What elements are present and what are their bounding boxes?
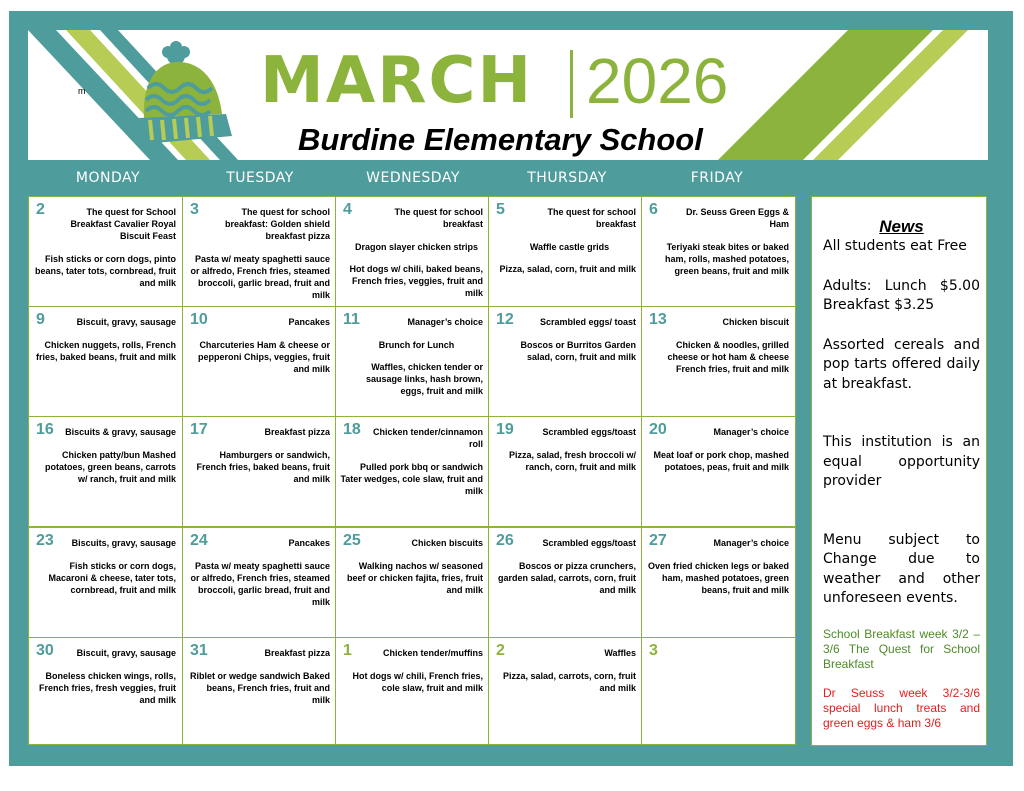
weekday-monday: MONDAY bbox=[75, 170, 141, 186]
day-number: 18 bbox=[343, 421, 361, 438]
month-title: MARCH bbox=[260, 44, 534, 118]
day-number: 19 bbox=[496, 421, 514, 438]
year-title: 2026 bbox=[586, 45, 729, 117]
day-number: 26 bbox=[496, 532, 514, 549]
lunch-item: Hot dogs w/ chili, baked beans, French fries, veggies, fruit and milk bbox=[349, 264, 483, 298]
breakfast-item: Manager’s choice bbox=[713, 538, 789, 548]
lunch-item: Pasta w/ meaty spaghetti sauce or alfredo, French fries, steamed broccoli, garlic bread, fruit and milk bbox=[190, 561, 330, 607]
lunch-item: Chicken patty/bun Mashed potatoes, green beans, carrots w/ ranch, fruit and milk bbox=[44, 450, 176, 484]
weekday-tuesday: TUESDAY bbox=[226, 170, 294, 186]
breakfast-item: Manager’s choice bbox=[713, 427, 789, 437]
breakfast-item: Waffles bbox=[604, 648, 636, 658]
menu-text bbox=[493, 537, 636, 606]
lunch-item: Waffles, chicken tender or sausage links, hash brown, eggs, fruit and milk bbox=[365, 362, 483, 396]
day-cell bbox=[641, 527, 796, 638]
day-cell bbox=[28, 196, 183, 307]
weekday-friday: FRIDAY bbox=[690, 170, 744, 186]
breakfast-item: Breakfast pizza bbox=[264, 427, 330, 437]
lunch-item: Pizza, salad, corn, fruit and milk bbox=[499, 264, 636, 274]
day-cell bbox=[488, 527, 643, 638]
menu-text bbox=[33, 426, 176, 495]
day-number: 27 bbox=[649, 532, 667, 549]
weekday-wednesday: WEDNESDAY bbox=[366, 170, 460, 186]
day-cell bbox=[488, 196, 643, 307]
day-cell bbox=[335, 196, 490, 307]
news-panel bbox=[811, 196, 987, 746]
lunch-item: Pizza, salad, fresh broccoli w/ ranch, corn, fruit and milk bbox=[508, 450, 636, 472]
menu-text bbox=[33, 647, 176, 716]
day-number: 1 bbox=[343, 642, 352, 659]
news-item: Assorted cereals and pop tarts offered daily at breakfast. bbox=[823, 336, 980, 392]
menu-text bbox=[187, 537, 330, 618]
lunch-item: Waffle castle grids bbox=[529, 242, 610, 252]
menu-text bbox=[187, 316, 330, 385]
day-number: 11 bbox=[343, 311, 360, 328]
day-cell bbox=[335, 637, 490, 745]
menu-text bbox=[340, 426, 483, 507]
menu-text bbox=[646, 537, 789, 606]
day-cell bbox=[182, 196, 337, 307]
lunch-item: Chicken nuggets, rolls, French fries, baked beans, fruit and milk bbox=[35, 340, 176, 362]
breakfast-item: The quest for school breakfast bbox=[394, 207, 483, 229]
day-number: 13 bbox=[649, 311, 667, 328]
day-number: 20 bbox=[649, 421, 667, 438]
menu-text bbox=[493, 316, 636, 373]
breakfast-item: Biscuits, gravy, sausage bbox=[71, 538, 176, 548]
menu-text bbox=[187, 206, 330, 311]
breakfast-item: Scrambled eggs/toast bbox=[542, 427, 636, 437]
day-cell bbox=[641, 637, 796, 745]
day-number: 24 bbox=[190, 532, 208, 549]
breakfast-week-note: School Breakfast week 3/2 – 3/6 The Quest for School Breakfast bbox=[823, 626, 980, 671]
breakfast-item: The quest for school breakfast: Golden shield breakfast pizza bbox=[224, 207, 330, 241]
day-cell bbox=[488, 306, 643, 417]
breakfast-item: Pancakes bbox=[288, 317, 330, 327]
day-cell bbox=[641, 196, 796, 307]
news-item: Menu subject to Change due to weather and other unforeseen events. bbox=[823, 531, 980, 606]
day-number: 4 bbox=[343, 201, 352, 218]
day-cell bbox=[641, 306, 796, 417]
menu-text bbox=[33, 316, 176, 373]
day-cell bbox=[182, 637, 337, 745]
lunch-item: Teriyaki steak bites or baked ham, rolls, mashed potatoes, green beans, fruit and milk bbox=[664, 242, 789, 276]
menu-text bbox=[340, 206, 483, 309]
menu-text bbox=[646, 206, 789, 287]
day-cell bbox=[335, 527, 490, 638]
breakfast-item: The quest for School Breakfast Cavalier Royal Biscuit Feast bbox=[70, 207, 176, 241]
corner-mark: m bbox=[78, 86, 86, 96]
day-number: 25 bbox=[343, 532, 361, 549]
breakfast-item: Dr. Seuss Green Eggs & Ham bbox=[685, 207, 789, 229]
breakfast-item: Chicken tender/cinnamon roll bbox=[372, 427, 483, 449]
lunch-item: Brunch for Lunch bbox=[378, 340, 455, 350]
winter-hat-icon bbox=[136, 40, 236, 150]
day-cell bbox=[28, 637, 183, 745]
weekday-thursday: THURSDAY bbox=[527, 170, 607, 186]
lunch-item: Meat loaf or pork chop, mashed potatoes, peas, fruit and milk bbox=[653, 450, 789, 472]
news-item: This institution is an equal opportunity provider bbox=[823, 434, 980, 489]
menu-text bbox=[187, 426, 330, 495]
lunch-item: Pizza, salad, carrots, corn, fruit and milk bbox=[502, 671, 636, 693]
day-cell bbox=[641, 416, 796, 527]
day-number: 17 bbox=[190, 421, 208, 438]
breakfast-item: Breakfast pizza bbox=[264, 648, 330, 658]
lunch-item: Pulled pork bbq or sandwich Tater wedges, cole slaw, fruit and milk bbox=[340, 462, 483, 496]
lunch-item: Oven fried chicken legs or baked ham, mashed potatoes, green beans, fruit and milk bbox=[647, 561, 789, 595]
day-cell bbox=[182, 527, 337, 638]
day-cell bbox=[335, 416, 490, 527]
day-number: 10 bbox=[190, 311, 208, 328]
breakfast-item: Biscuits & gravy, sausage bbox=[65, 427, 176, 437]
menu-text bbox=[340, 647, 483, 704]
lunch-item: Pasta w/ meaty spaghetti sauce or alfredo, French fries, steamed broccoli, garlic bread, fruit and milk bbox=[190, 254, 330, 300]
day-number: 31 bbox=[190, 642, 208, 659]
breakfast-item: Pancakes bbox=[288, 538, 330, 548]
day-cell bbox=[182, 416, 337, 527]
menu-text bbox=[493, 426, 636, 483]
day-number: 30 bbox=[36, 642, 54, 659]
breakfast-item: The quest for school breakfast bbox=[547, 207, 636, 229]
header-banner bbox=[28, 30, 988, 160]
lunch-item: Fish sticks or corn dogs, Macaroni & cheese, tater tots, cornbread, fruit and milk bbox=[48, 561, 176, 595]
lunch-item: Charcuteries Ham & cheese or pepperoni Chips, veggies, fruit and milk bbox=[197, 340, 330, 374]
day-number: 6 bbox=[649, 201, 658, 218]
day-number: 3 bbox=[190, 201, 199, 218]
lunch-item: Boneless chicken wings, rolls, French fries, fresh veggies, fruit and milk bbox=[38, 671, 176, 705]
title-separator bbox=[570, 50, 573, 118]
day-number: 16 bbox=[36, 421, 54, 438]
news-item: Adults: Lunch $5.00 Breakfast $3.25 bbox=[823, 277, 980, 313]
day-cell bbox=[488, 637, 643, 745]
day-number: 12 bbox=[496, 311, 514, 328]
day-cell bbox=[28, 416, 183, 527]
menu-text bbox=[340, 537, 483, 606]
breakfast-item: Scrambled eggs/toast bbox=[542, 538, 636, 548]
menu-text bbox=[33, 537, 176, 606]
lunch-item: Chicken & noodles, grilled cheese or hot ham & cheese French fries, fruit and milk bbox=[667, 340, 789, 374]
menu-text bbox=[33, 206, 176, 299]
dr-seuss-week-note: Dr Seuss week 3/2-3/6 special lunch treats and green eggs & ham 3/6 bbox=[823, 685, 980, 730]
lunch-item: Dragon slayer chicken strips bbox=[354, 242, 479, 252]
breakfast-item: Scrambled eggs/ toast bbox=[539, 317, 636, 327]
breakfast-item: Chicken biscuits bbox=[411, 538, 483, 548]
day-cell bbox=[28, 527, 183, 638]
lunch-item: Walking nachos w/ seasoned beef or chicken fajita, fries, fruit and milk bbox=[346, 561, 483, 595]
menu-text bbox=[340, 316, 483, 407]
lunch-item: Boscos or Burritos Garden salad, corn, fruit and milk bbox=[520, 340, 636, 362]
day-number: 23 bbox=[36, 532, 54, 549]
day-number: 3 bbox=[649, 642, 658, 659]
day-number: 2 bbox=[496, 642, 505, 659]
day-cell bbox=[28, 306, 183, 417]
menu-text bbox=[493, 647, 636, 704]
breakfast-item: Biscuit, gravy, sausage bbox=[76, 317, 176, 327]
menu-text bbox=[646, 316, 789, 385]
breakfast-item: Chicken tender/muffins bbox=[382, 648, 483, 658]
menu-text bbox=[187, 647, 330, 716]
news-title: News bbox=[879, 217, 924, 236]
news-item: All students eat Free bbox=[823, 238, 967, 254]
day-number: 5 bbox=[496, 201, 505, 218]
breakfast-item: Manager’s choice bbox=[407, 317, 483, 327]
lunch-item: Boscos or pizza crunchers, garden salad, carrots, corn, fruit and milk bbox=[497, 561, 636, 595]
day-cell bbox=[182, 306, 337, 417]
breakfast-item: Chicken biscuit bbox=[722, 317, 789, 327]
lunch-item: Riblet or wedge sandwich Baked beans, French fries, fruit and milk bbox=[189, 671, 330, 705]
day-cell bbox=[488, 416, 643, 527]
day-number: 9 bbox=[36, 311, 45, 328]
day-cell bbox=[335, 306, 490, 417]
menu-text bbox=[646, 426, 789, 483]
lunch-item: Hot dogs w/ chili, French fries, cole slaw, fruit and milk bbox=[352, 671, 483, 693]
lunch-item: Hamburgers or sandwich, French fries, baked beans, fruit and milk bbox=[196, 450, 330, 484]
menu-text bbox=[493, 206, 636, 285]
breakfast-item: Biscuit, gravy, sausage bbox=[76, 648, 176, 658]
school-name: Burdine Elementary School bbox=[298, 122, 703, 157]
lunch-item: Fish sticks or corn dogs, pinto beans, tater tots, cornbread, fruit and milk bbox=[34, 254, 176, 288]
day-number: 2 bbox=[36, 201, 45, 218]
